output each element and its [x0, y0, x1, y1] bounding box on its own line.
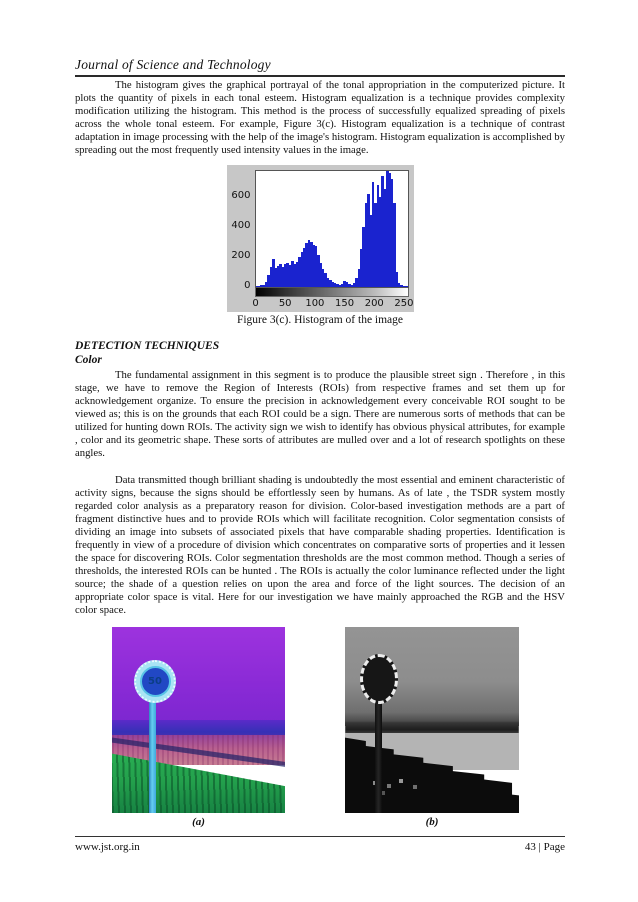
plot-area: [255, 170, 409, 288]
y-axis-tick-label: 400: [231, 219, 251, 231]
x-axis-tick-label: 0: [252, 298, 259, 309]
sign-pole-grayscale: [375, 703, 382, 813]
sign-blob-grayscale: [360, 654, 398, 704]
image-a-caption: (a): [192, 816, 205, 828]
x-axis-tick-label: 100: [305, 298, 325, 309]
histogram-bar: [405, 286, 407, 287]
paragraph-color-1: The fundamental assignment in this segment is to produce the plausible street sign . Therefore , in this stage, we have to remove the Region of Interests (ROIs) from respective frames and set them up for acknowledgement organize. To ensure the precision in acknowledgement every conceivable ROI sought to be viewed as; this is on the grounds that each ROI could be a sign. There are numerous sorts of methods that can be utilized for hunting down ROIs. The activity sign we wish to identify has obvious physical attributes, for example , color and its geometric shape. These sorts of attributes are mulled over and a lot of research spotlights on these angles.: [75, 369, 565, 459]
x-axis-tick-label: 250: [394, 298, 414, 309]
page-header: [75, 56, 565, 77]
histogram-figure: [75, 165, 565, 326]
image-a-false-color-street-sign: [112, 627, 285, 813]
figure-caption: Figure 3(c). Histogram of the image: [236, 314, 404, 326]
histogram-bars: [256, 171, 408, 287]
image-a-column: [112, 627, 285, 828]
paragraph-color-2: Data transmitted though brilliant shading is undoubtedly the most essential and eminent characteristic of activity signs, because the signs should be effortlessly seen by humans. As of late , the TSDR system mostly regarded color analysis as a preparatory reason for division. Color-based investigation methods are a part of fragment distinctive hues and to provide ROIs which will facilitate recognition. Color segmentation consists of dividing an image into subsets of associated pixels that have comparable shading properties. Identification is frequently in view of a procedure of division which concentrates on comparative sorts of properties and it lessen the space for discovering ROIs. Color segmentation thresholds are the most common method. Though a series of thresholds, the interested ROIs can be hunted . The ROIs is actually the color luminance reflected under the light source; the shade of a question relies on upon the area and force of the light sources. The decision of an appropriate color space is vital. Here for our investigation we have mainly approached the RGB and the HSV color space.: [75, 474, 565, 616]
subsection-heading-color: Color: [75, 353, 102, 366]
paragraph-histogram-intro: The histogram gives the graphical portrayal of the tonal appropriation in the computerized picture. It plots the quantity of pixels in each tonal esteem. Histogram equalization is a technique provides complexity modification utilizing the histogram. This method is the process of successfully equalized spreading of pixels across the whole tonal esteem. For example, Figure 3(c). Histogram equalization is a technique of contrast adaptation in image processing with the help of the image's histogram. Histogram equalization is accomplished by spreading out the most frequently used intensity values in the image.: [75, 79, 565, 156]
y-axis-tick-label: 200: [231, 249, 251, 261]
journal-title: Journal of Science and Technology: [75, 57, 271, 72]
result-images-row: [75, 627, 565, 828]
image-b-grayscale-street-sign: [345, 627, 519, 813]
footer-site-url[interactable]: www.jst.org.in: [75, 841, 140, 853]
speed-limit-sign-face: 50: [140, 666, 171, 697]
y-axis-tick-label: 600: [231, 189, 251, 201]
histogram-chart: [227, 165, 414, 312]
section-heading-detection-techniques: DETECTION TECHNIQUES: [75, 340, 220, 352]
image-b-caption: (b): [425, 816, 439, 828]
intensity-colorbar: [255, 288, 409, 297]
y-axis-tick-label: 0: [244, 280, 251, 291]
x-axis-tick-label: 50: [278, 298, 292, 309]
image-b-column: [345, 627, 519, 828]
speed-limit-sign: [134, 660, 176, 703]
x-axis-tick-label: 200: [364, 298, 384, 309]
footer-page-number: 43 | Page: [524, 841, 565, 853]
page-footer: [75, 836, 565, 853]
x-axis-tick-label: 150: [335, 298, 355, 309]
sign-pole: [149, 701, 156, 813]
